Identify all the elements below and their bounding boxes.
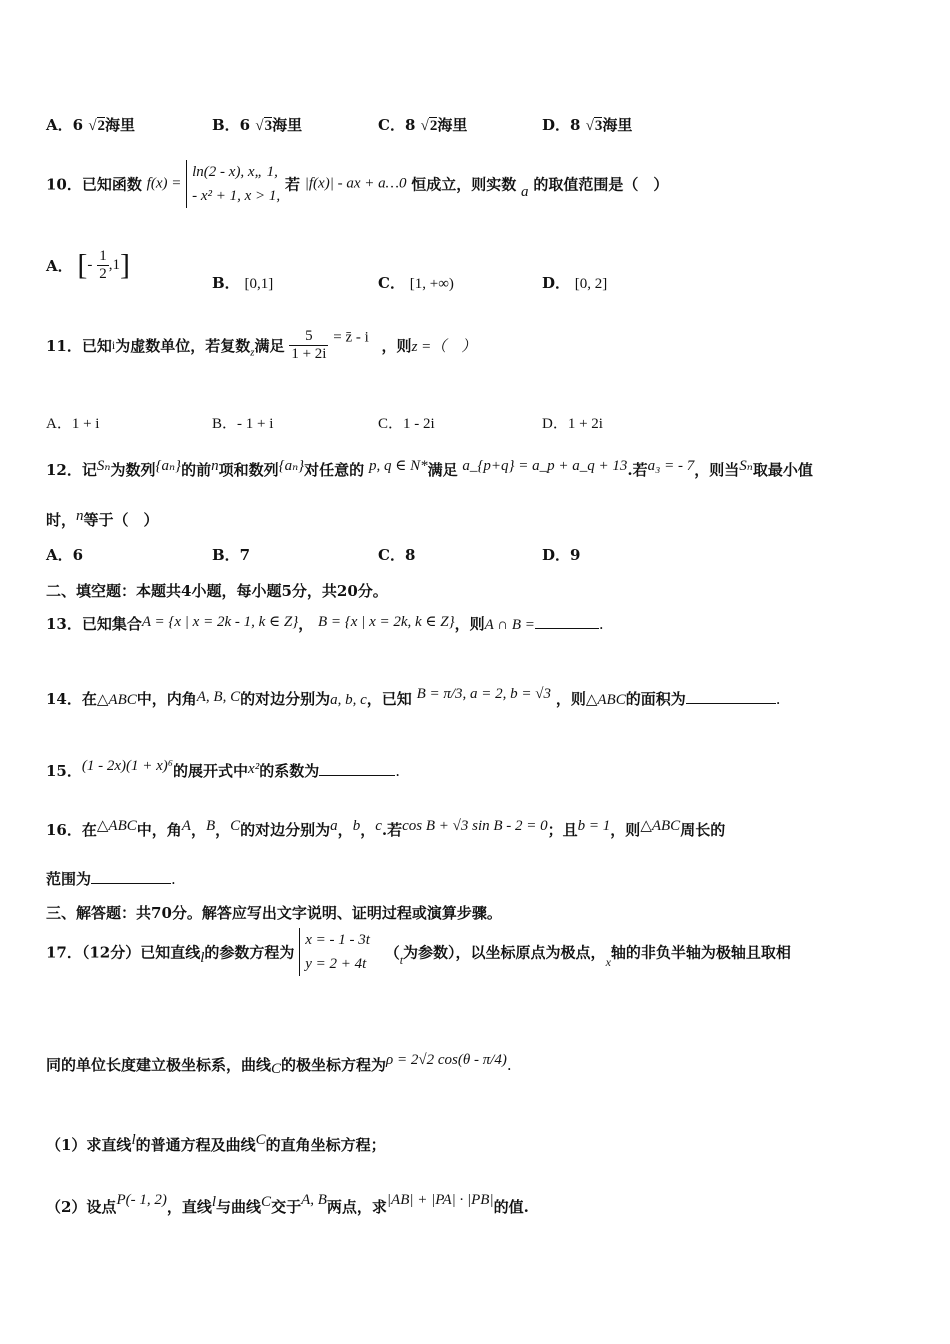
answer-blank[interactable] [91, 869, 171, 884]
q10-option-c: C． [1, +∞) [378, 274, 454, 292]
fraction: $\frac{5}{1 + 2i}$ [291, 328, 327, 362]
q10-option-b: B． [0,1] [212, 274, 274, 292]
answer-blank[interactable] [319, 761, 395, 776]
question-10: 10．已知函数 f(x) = ln(2 - x), x„ 1, - x² + 1, x > 1, 若 |f(x)| - ax + a…0 恒成立，则实数 a 的取值范围是（ ） [46, 160, 910, 208]
q10-option-d: D． [0, 2] [542, 274, 608, 292]
q12-option-c: C．8 [378, 546, 416, 564]
piecewise-brace: ln(2 - x), x„ 1, - x² + 1, x > 1, [186, 160, 280, 208]
parametric-brace: x = - 1 - 3t y = 2 + 4t [299, 928, 370, 976]
question-16-line2: 范围为 . [46, 870, 176, 888]
question-12: 12．记Sₙ为数列{aₙ}的前n项和数列{aₙ}对任意的 p, q ∈ N*满足 a_{p+q} = a_p + a_q + 13.若a₃ = - 7，则当Sₙ取最小值 [46, 458, 813, 479]
question-17-line2: 同的单位长度建立极坐标系，曲线C的极坐标方程为ρ = 2√2 cos(θ - π/4). [46, 1052, 512, 1077]
question-14: 14．在△ABC中，内角A, B, C的对边分别为a, b, c，已知 B = π/3, a = 2, b = √3 ，则△ABC的面积为 . [46, 686, 781, 708]
question-15: 15．(1 - 2x)(1 + x)⁶的展开式中x²的系数为 . [46, 758, 400, 780]
question-13: 13．已知集合A = {x | x = 2k - 1, k ∈ Z}， B = {x | x = 2k, k ∈ Z}，则A ∩ B = . [46, 614, 604, 633]
question-16: 16．在△ABC中，角A，B，C的对边分别为a，b，c.若cos B + √3 sin B - 2 = 0；且b = 1，则△ABC周长的 [46, 818, 726, 839]
question-12-line2: 时，n等于（ ） [46, 508, 159, 529]
q12-option-b: B．7 [212, 546, 251, 564]
answer-blank[interactable] [535, 614, 599, 629]
q12-option-d: D．9 [542, 546, 581, 564]
q9-option-b: B．6 √3海里 [212, 116, 303, 134]
fraction: $\frac{1}{2}$ [99, 248, 107, 282]
q10-option-a: A． [- $\frac{1}{2}$ ,1] [46, 248, 130, 282]
q11-option-c: C．1 - 2i [378, 416, 435, 432]
section-3-heading: 三、解答题：共70分。解答应写出文字说明、证明过程或演算步骤。 [46, 904, 502, 922]
q11-option-d: D．1 + 2i [542, 416, 603, 432]
q11-option-a: A．1 + i [46, 416, 100, 432]
question-17-part1: （1）求直线l的普通方程及曲线C的直角坐标方程； [46, 1132, 386, 1154]
q9-option-a: A．6 √2海里 [46, 116, 136, 134]
q9-option-d: D．8 √3海里 [542, 116, 633, 134]
question-17: 17．（12分）已知直线l的参数方程为 x = - 1 - 3t y = 2 + 4t （$_t$为参数），以坐标原点为极点，$_x$轴的非负半轴为极轴且取相 [46, 928, 910, 976]
answer-blank[interactable] [686, 689, 776, 704]
question-11: 11．已知i为虚数单位，若复数$_z$满足 $\frac{5}{1 + 2i}$ = z̄ - i ，则z =（ ） [46, 328, 477, 362]
section-2-heading: 二、填空题：本题共4小题，每小题5分，共20分。 [46, 582, 388, 600]
q12-option-a: A．6 [46, 546, 84, 564]
q11-option-b: B．- 1 + i [212, 416, 274, 432]
question-17-part2: （2）设点P(- 1, 2)，直线l与曲线C交于A, B两点，求|AB| + |PA| · |PB|的值. [46, 1192, 529, 1216]
q9-option-c: C．8 √2海里 [378, 116, 468, 134]
